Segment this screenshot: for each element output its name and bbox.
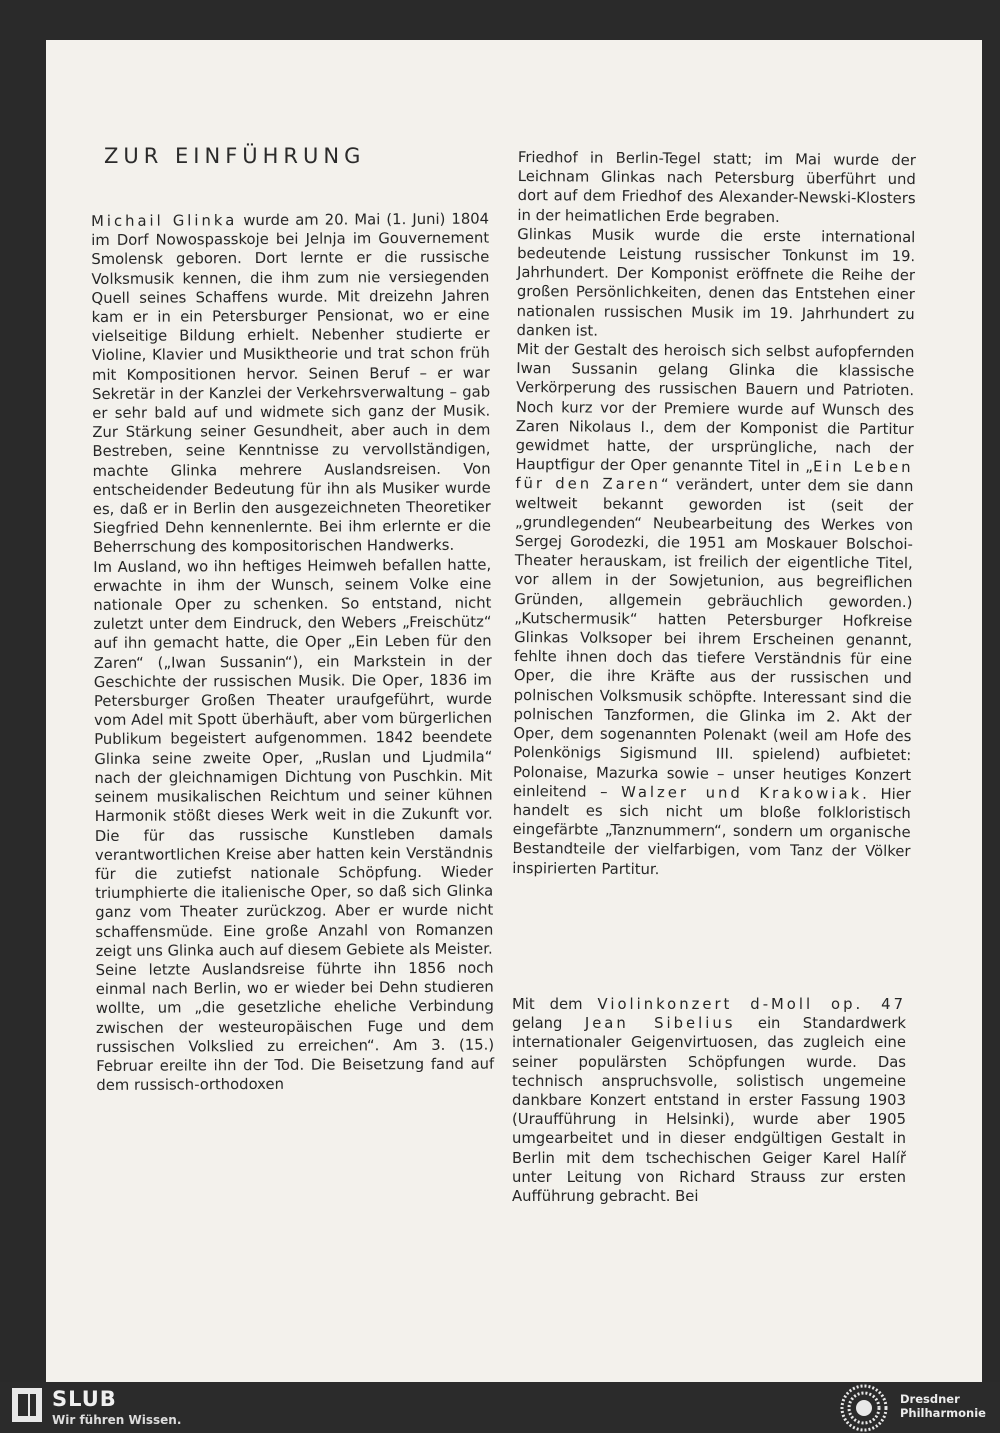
paragraph-text: . Hier handelt es sich nicht um bloße folkloristisch eingefärbte „Tanznummern“, sondern um organische Bestandteile der vielfarbigen, vom Tanz der Völker inspirierten Partitur.: [512, 785, 912, 878]
paragraph-text: ein Standardwerk internationaler Geigenvirtuosen, das zugleich eine seiner populärsten Schöpfungen wurde. Das technisch anspruchsvolle, solistisch ungemeine dankbare Konzert entstand in erster Fassung 1903 (Uraufführung in Helsinki), wurde aber 1905 umgearbeitet und in dieser endgültigen Gestalt in Berlin mit dem tschechischen Geiger Karel Halíř unter Leitung von Richard Strauss zur ersten Aufführung gebracht. Bei: [512, 1015, 906, 1206]
slub-tagline: Wir führen Wissen.: [52, 1413, 182, 1427]
partner-name: [900, 1392, 986, 1420]
partner-name-line1: Dresdner: [900, 1392, 960, 1406]
sibelius-text-block: [512, 995, 906, 1206]
partner-name-line2: Philharmonie: [900, 1406, 986, 1420]
paragraph-text: Mit dem: [512, 996, 598, 1013]
paragraph-opera: Im Ausland, wo ihn heftiges Heimweh befallen hatte, erwachte in ihm der Wunsch, seinem Volke eine nationale Oper zu schenken. So entstand, nicht zuletzt unter dem Eindruck, den Webers „Freischütz“ auf ihn gemacht hatte, die Oper „Ein Leben für den Zaren“ („Iwan Sussanin“), ein Markstein in der Geschichte der russischen Musik. Die Oper, 1836 im Petersburger Großen Theater uraufgeführt, wurde vom Adel mit Spott überhäuft, aber vom bürgerlichen Publikum begeistert aufgenommen. 1842 beendete Glinka seine zweite Oper, „Ruslan und Ljudmila“ nach der gleichnamigen Dichtung von Puschkin. Mit seinem musikalischen Reichtum und seiner kühnen Harmonik stößt dieses Werk weit in die Zukunft vor. Die für das russische Kunstleben damals verantwortlichen Kreise aber hatten kein Verständnis für die zutiefst nationale Schöpfung. Wieder triumphierte die italienische Oper, so daß sich Glinka ganz vom Theater zurückzog. Aber er wurde nicht schaffensmüde. Eine große Anzahl von Romanzen zeigt uns Glinka auch auf diesem Gebiete als Meister.: [93, 556, 494, 960]
work-title: Violinkonzert d-Moll op. 47: [597, 996, 907, 1013]
opera-title: Ein Leben für den Zaren: [515, 458, 914, 494]
paragraph-text: wurde am 20. Mai (1. Juni) 1804 im Dorf Nowospasskoje bei Jelnja im Gouvernement Smolensk geboren. Dort lernte er die russische Volksmusik kennen, die ihm zum nie versiegenden Quell seines Schaffens wurde. Mit dreizehn Jahren kam er in ein Petersburger Pensionat, wo er eine vielseitige Bildung erhielt. Nebenher studierte er Violine, Klavier und Musiktheorie und trat schon früh mit Kompositionen hervor. Seinen Beruf – er war Sekretär in der Kanzlei der Verkehrsverwaltung – gab er sehr bald auf und widmete sich ganz der Musik. Zur Stärkung seiner Gesundheit, aber auch in dem Bestreben, seine Kenntnisse zu vervollständigen, machte Glinka mehrere Auslandsreisen. Von entscheidender Bedeutung für ihn als Musiker wurde es, daß er in Berlin den ausgezeichneten Theoretiker Siegfried Dehn kennenlernte. Bei ihm erlernte er die Beherrschung des kompositorischen Handwerks.: [91, 210, 491, 557]
paragraph-text: “ verändert, unter dem sie dann weltweit bekannt geworden ist (seit der „grundlegenden“ Neubearbeitung des Werkes von Sergej Gorodezki, die 1951 am Moskauer Bolschoi-Theater herauskam, ist freilich der eigentliche Titel, vor allem in der Sowjetunion, aus begreiflichen Gründen, allgemein gebräuchlich geworden.) „Kutschermusik“ hatten Petersburger Hofkreise Glinkas Volksoper bei ihrem Erscheinen genannt, fehlte ihnen doch das tiefere Verständnis für eine Oper, die ihre Kräfte aus der russischen und polnischen Volksmusik schöpfte. Interessant sind die polnischen Tanzformen, die Glinka im 2. Akt der Oper, dem sogenannten Polenakt (weil am Hofe des Polenkönigs Sigismund III. spielend) aufbietet: Polonaise, Mazurka sowie – unser heutiges Konzert einleitend –: [512, 476, 914, 801]
paragraph-significance: Glinkas Musik wurde die erste international bedeutende Leistung russischer Tonkunst im 19. Jahrhundert. Der Komponist eröffnete die Reihe der großen Persönlichkeiten, denen das Entstehen einer nationalen russischen Musik im 19. Jahrhundert zu danken ist.: [516, 225, 916, 340]
paragraph-text: Mit der Gestalt des heroisch sich selbst aufopfernden Iwan Sussanin gelang Glinka die klassische Verkörperung des russischen Bauern und Patrioten. Noch kurz vor der Premiere wurde auf Wunsch des Zaren Nikolaus I., dem der Komponist die Partitur gewidmet hatte, der ursprüngliche, nach der Hauptfigur der Oper genannte Titel in „: [515, 341, 915, 476]
footer-bar: [0, 1382, 1000, 1433]
right-text-column: [512, 148, 916, 881]
paragraph-sibelius: [512, 995, 906, 1206]
paragraph-last-journey: Seine letzte Auslandsreise führte ihn 1856 noch einmal nach Berlin, wo er wieder bei Dehn studieren wollte, um „die gesetzliche eheliche Verbindung zwischen der westeuropäischen Fuge und dem russischen Volkslied zu erreichen“. Am 3. (15.) Februar ereilte ihn der Tod. Die Beisetzung fand auf dem russisch-orthodoxen: [95, 959, 495, 1095]
paragraph-burial: Friedhof in Berlin-Tegel statt; im Mai wurde der Leichnam Glinkas nach Petersburg überführt und dort auf dem Friedhof des Alexander-Newski-Klosters in der heimatlichen Erde begraben.: [517, 148, 916, 226]
dresdner-philharmonie-logo-icon[interactable]: [840, 1384, 888, 1432]
paragraph-text: gelang: [512, 1015, 585, 1033]
composer-name-sibelius: Jean Sibelius: [584, 1015, 736, 1033]
paragraph-glinka-biography: [91, 210, 491, 558]
slub-name[interactable]: SLUB: [52, 1387, 117, 1411]
left-text-column: [91, 210, 494, 1096]
dance-titles: Walzer und Krakowiak: [621, 783, 863, 803]
paragraph-sussanin: [512, 340, 914, 881]
slub-logo-icon[interactable]: [12, 1388, 42, 1422]
section-heading: ZUR EINFÜHRUNG: [104, 144, 366, 168]
composer-name: Michail Glinka: [91, 212, 238, 230]
